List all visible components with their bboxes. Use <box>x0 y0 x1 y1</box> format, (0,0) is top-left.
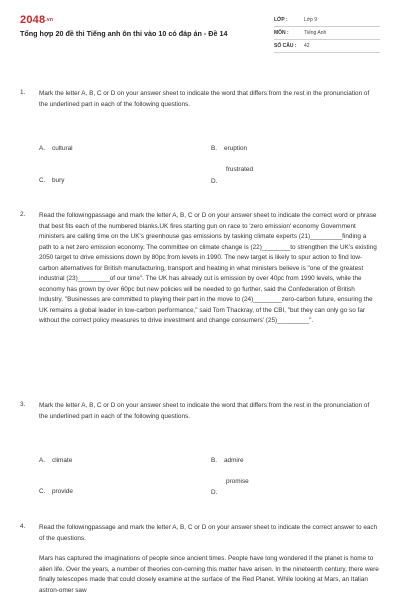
logo-main: 2048 <box>20 14 46 26</box>
option-letter: B. <box>211 457 218 464</box>
option-c[interactable] <box>39 488 73 495</box>
option-letter: B. <box>211 145 218 152</box>
question-text: Read the followingpassage and mark the letter A, B, C or D on your answer sheet to indicate the correct word or phrase that best fits each of the numbered blanks.UK fires starting gun on race to 'zero emission' economy Government ministers are calling time on the UK's greenhouse gas emissions by tasking climate experts (21)_________finding a path to a net zero emission economy. The committee on climate change is (22)________to strengthen the UK's existing 2050 target to drive emissions down by 80pc from levels in 1990. The new target is likely to spur action to find low-carbon alternatives for British manufacturing, transport and heating in what ministers believe is "one of the greatest industrial (23)_________of our time". The UK has already cut is emission by over 40pc from 1990 levels, while the economy has grown by over 60pc but new policies will be needed to go further, said the Confederation of British Industry. "Businesses are committed to playing their part in the move to (24)________zero-carbon future, ensuring the UK remains a global leader in low-carbon performance," said Tom Thackray, of the CBI, "but they can only go so far without the correct policy measures to drive investment and change consumers' (25)_________". <box>39 212 377 324</box>
meta-value: Lớp 9 <box>304 17 318 23</box>
document-header <box>20 14 380 58</box>
question-number: 4. <box>20 523 26 530</box>
option-letter: A. <box>39 457 46 464</box>
site-logo[interactable] <box>20 14 53 26</box>
document-title: Tổng hợp 20 đề thi Tiếng anh ôn thi vào 10 có đáp án - Đề 14 <box>20 29 228 38</box>
meta-value: 42 <box>304 43 310 49</box>
question-number: 3. <box>20 401 26 408</box>
question-3 <box>20 401 380 501</box>
question-text: Mark the letter A, B, C or D on your answer sheet to indicate the word that differs from the rest in the pronunciation of the underlined part in each of the following questions. <box>39 402 370 420</box>
option-c[interactable] <box>39 177 64 184</box>
question-number: 1. <box>20 89 26 96</box>
meta-label: SỐ CÂU : <box>274 43 297 49</box>
option-text: bury <box>52 177 65 184</box>
option-letter: A. <box>39 145 46 152</box>
question-number: 2. <box>20 211 26 218</box>
meta-label: LỚP : <box>274 17 288 23</box>
option-text: climate <box>52 457 73 464</box>
question-2 <box>20 211 380 381</box>
option-letter: C. <box>39 488 46 495</box>
option-letter: D. <box>211 178 218 185</box>
option-b[interactable] <box>211 145 247 152</box>
meta-row-subject <box>274 27 380 40</box>
option-letter: D. <box>211 489 218 496</box>
meta-row-count <box>274 40 380 53</box>
logo-tld: .vn <box>45 17 54 24</box>
question-4 <box>20 523 380 600</box>
question-text: Mark the letter A, B, C or D on your answer sheet to indicate the word that differs from the rest in the pronunciation of the underlined part in each of the following questions. <box>39 90 370 108</box>
option-d[interactable] <box>211 489 224 496</box>
option-letter: C. <box>39 177 46 184</box>
meta-value: Tiếng Anh <box>304 30 327 36</box>
option-text: eruption <box>224 145 248 152</box>
option-b[interactable] <box>211 457 244 464</box>
option-text: provide <box>52 488 73 495</box>
option-a[interactable] <box>39 457 72 464</box>
meta-label: MÔN : <box>274 30 289 36</box>
option-d-text: frustrated <box>226 166 253 173</box>
option-text: cultural <box>52 145 73 152</box>
question-text: Read the followingpassage and mark the letter A, B, C or D on your answer sheet to indicate the correct answer to each of the questions. <box>39 524 378 542</box>
reading-passage: Mars has captured the imaginations of people since ancient times. People have long wondered if the planet is home to alien life. Over the years, a number of theories con-cerning this matter have arisen. In the nineteenth century, there were finally telescopes made that could closely examine at the surface of the Red Planet. While looking at Mars, an Italian astron-omer saw <box>39 555 379 594</box>
option-d[interactable] <box>211 178 224 185</box>
meta-row-class <box>274 14 380 27</box>
option-a[interactable] <box>39 145 73 152</box>
option-d-text: promise <box>226 478 249 485</box>
option-text: admire <box>224 457 244 464</box>
exam-meta <box>274 14 380 53</box>
question-1 <box>20 89 380 189</box>
